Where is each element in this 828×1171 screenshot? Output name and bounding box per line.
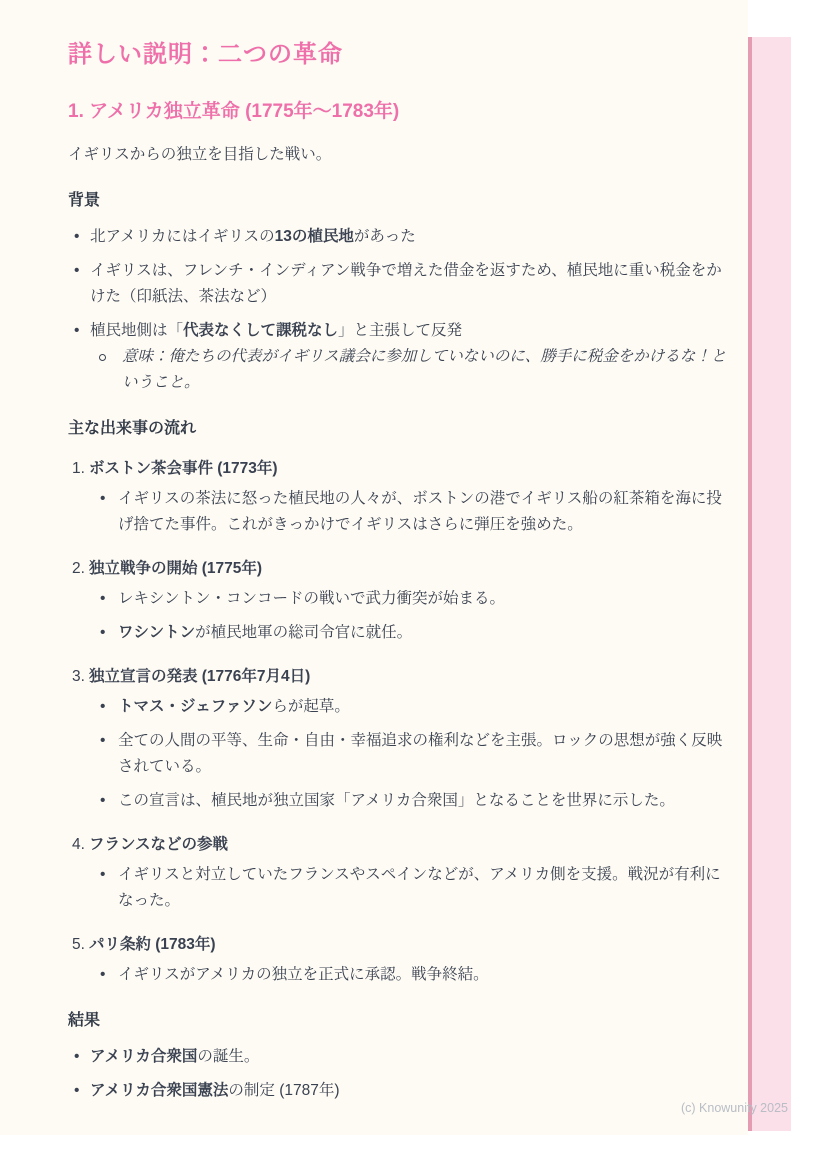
event-number: 5. — [72, 936, 85, 953]
text-segment: イギリスと対立していたフランスやスペインなどが、アメリカ側を支援。戦況が有利になった。 — [118, 866, 721, 909]
list-item — [68, 258, 732, 310]
text-segment: フランスなどの参戦 — [88, 836, 228, 853]
text-segment: 」と主張して反発 — [338, 322, 463, 339]
event-number: 4. — [72, 836, 85, 853]
text-segment: イギリスは、フレンチ・インディアン戦争で増えた借金を返すため、植民地に重い税金をかけた（印紙法、茶法など） — [90, 262, 722, 305]
text-segment: イギリスの茶法に怒った植民地の人々が、ボストンの港でイギリス船の紅茶箱を海に投げ捨てた事件。これがきっかけでイギリスはさらに弾圧を強めた。 — [118, 490, 722, 533]
event-bullet-list — [72, 586, 732, 646]
text-segment: 独立宣言の発表 (1776年7月4日) — [88, 668, 311, 685]
event-bullet — [72, 962, 732, 988]
event-bullet-list — [72, 862, 732, 914]
event-bullet — [72, 788, 732, 814]
page-title: 詳しい説明：二つの革命 — [68, 41, 343, 68]
right-pink-highlight-bar — [748, 37, 791, 1131]
text-segment: らが起草。 — [272, 698, 350, 715]
text-segment: 意味：俺たちの代表がイギリス議会に参加していないのに、勝手に税金をかけるな！ということ。 — [122, 348, 727, 391]
background-heading: 背景 — [68, 192, 101, 209]
event-bullet — [72, 586, 732, 612]
section-heading-american-revolution: 1. アメリカ独立革命 (1775年〜1783年) — [68, 101, 400, 122]
list-item — [68, 224, 732, 250]
text-segment: 北アメリカにはイギリスの — [90, 228, 275, 245]
event-title — [72, 556, 732, 582]
text-segment: パリ条約 (1783年) — [88, 936, 216, 953]
sub-list — [90, 344, 732, 396]
text-segment: ボストン茶会事件 (1773年) — [88, 460, 278, 477]
text-segment: の制定 (1787年) — [228, 1082, 340, 1099]
background-list — [68, 224, 732, 396]
event-bullet-list — [72, 486, 732, 538]
results-list — [68, 1044, 732, 1104]
event-item — [72, 932, 732, 988]
document-content — [68, 40, 732, 1104]
text-segment: 13の植民地 — [274, 228, 354, 245]
list-item — [68, 318, 732, 396]
text-segment: の誕生。 — [197, 1048, 260, 1065]
event-bullet — [72, 862, 732, 914]
section-intro: イギリスからの独立を目指した戦い。 — [68, 146, 332, 163]
event-title — [72, 932, 732, 958]
events-list — [68, 456, 732, 988]
text-segment: トマス・ジェファソン — [118, 698, 273, 715]
event-title — [72, 664, 732, 690]
events-heading: 主な出来事の流れ — [68, 420, 197, 437]
event-item — [72, 832, 732, 914]
text-segment: イギリスがアメリカの独立を正式に承認。戦争終結。 — [118, 966, 489, 983]
text-segment: が植民地軍の総司令官に就任。 — [195, 624, 413, 641]
watermark: (c) Knowunity 2025 — [680, 1101, 788, 1115]
event-bullet — [72, 620, 732, 646]
text-segment: があった — [353, 228, 416, 245]
event-item — [72, 556, 732, 646]
text-segment: アメリカ合衆国憲法 — [90, 1082, 229, 1099]
text-segment: 植民地側は「 — [90, 322, 184, 339]
event-number: 1. — [72, 460, 85, 477]
event-item — [72, 664, 732, 814]
event-item — [72, 456, 732, 538]
event-bullet — [72, 728, 732, 780]
event-bullet — [72, 694, 732, 720]
event-bullet — [72, 486, 732, 538]
event-number: 3. — [72, 668, 85, 685]
text-segment: 全ての人間の平等、生命・自由・幸福追求の権利などを主張。ロックの思想が強く反映されている。 — [118, 732, 723, 775]
text-segment: ワシントン — [118, 624, 196, 641]
text-segment: レキシントン・コンコードの戦いで武力衝突が始まる。 — [118, 590, 505, 607]
event-title — [72, 832, 732, 858]
text-segment: アメリカ合衆国 — [90, 1048, 198, 1065]
sub-list-item — [90, 344, 732, 396]
event-title — [72, 456, 732, 482]
results-heading: 結果 — [68, 1012, 101, 1029]
list-item — [68, 1044, 732, 1070]
text-segment: 独立戦争の開始 (1775年) — [88, 560, 263, 577]
text-segment: この宣言は、植民地が独立国家「アメリカ合衆国」となることを世界に示した。 — [118, 792, 675, 809]
event-bullet-list — [72, 962, 732, 988]
text-segment: 代表なくして課税なし — [183, 322, 339, 339]
event-bullet-list — [72, 694, 732, 814]
event-number: 2. — [72, 560, 85, 577]
